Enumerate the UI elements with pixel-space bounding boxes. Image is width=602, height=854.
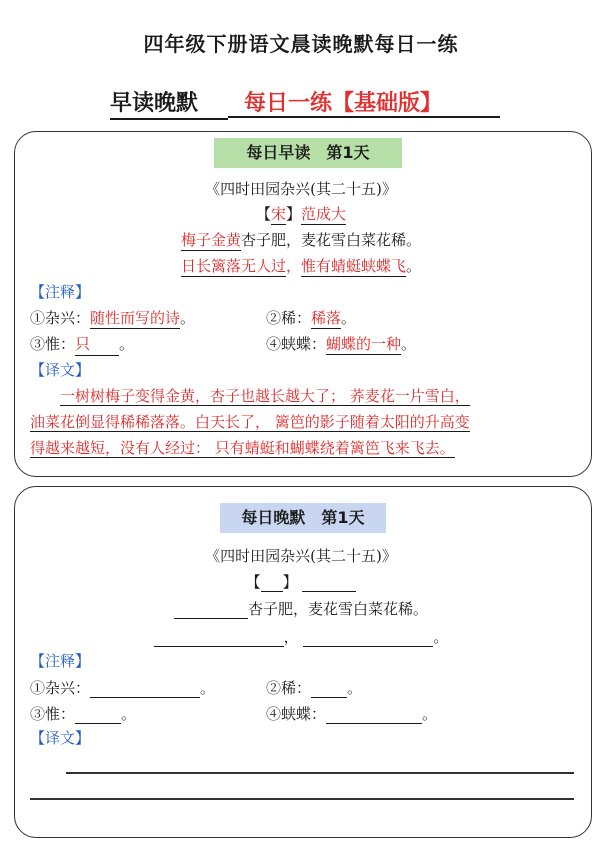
subtitle-right: 每日一练【基础版】 xyxy=(228,86,500,118)
evening-note-1 xyxy=(30,677,215,698)
line2-a: 日长篱落无人过 xyxy=(180,257,286,275)
morning-poem-title: 《四时田园杂兴(其二十五)》 xyxy=(205,180,397,198)
evening-translation-label: 【译文】 xyxy=(30,729,91,747)
note1-blank[interactable] xyxy=(90,681,200,698)
subtitle-left: 早读晚默 xyxy=(110,91,199,116)
evening-note-2 xyxy=(266,677,362,698)
morning-note-4 xyxy=(266,333,416,354)
translation-line-3-text: 得越来越短，没有人经过： 只有蜻蜓和蝴蝶绕着篱笆飞来飞去。 xyxy=(30,439,455,457)
line2-sep: ， xyxy=(283,628,299,646)
dynasty: 宋 xyxy=(270,205,286,223)
bracket-open: 【 xyxy=(255,205,271,223)
line2-end: 。 xyxy=(406,257,422,275)
note4-value: 蝴蝶的一种 xyxy=(326,335,402,353)
note4-end: 。 xyxy=(422,705,438,723)
line1-rest: 杏子肥，麦花雪白菜花稀。 xyxy=(241,231,422,249)
bracket-close: 】 xyxy=(282,573,298,591)
note3-blank[interactable] xyxy=(75,707,121,724)
note3-label: ③惟： xyxy=(30,335,76,353)
line1-rest: 杏子肥，麦花雪白菜花稀。 xyxy=(247,600,428,618)
note3-end: 。 xyxy=(119,335,135,353)
note2-label: ②稀： xyxy=(266,679,312,697)
page-title: 四年级下册语文晨读晚默每日一练 xyxy=(143,32,459,56)
evening-line-2 xyxy=(0,626,602,647)
note2-blank[interactable] xyxy=(311,681,347,698)
note1-label: ①杂兴： xyxy=(30,679,91,697)
note1-value: 随性而写的诗 xyxy=(90,309,181,327)
morning-note-2 xyxy=(266,307,356,328)
line2-sep: ， xyxy=(285,257,301,275)
note2-label: ②稀： xyxy=(266,309,312,327)
morning-translation-line-2 xyxy=(30,409,578,435)
evening-note-3 xyxy=(30,703,136,724)
translation-writing-line-1[interactable] xyxy=(66,772,574,774)
note2-value: 稀落 xyxy=(311,309,342,327)
morning-line-2 xyxy=(0,255,602,276)
line2-blank-a[interactable] xyxy=(154,630,284,647)
note4-label: ④蛱蝶： xyxy=(266,335,327,353)
morning-notes-label: 【注释】 xyxy=(30,283,91,301)
note1-end: 。 xyxy=(200,679,216,697)
evening-note-4 xyxy=(266,703,437,724)
morning-note-1 xyxy=(30,307,195,328)
evening-dynasty-author xyxy=(0,571,602,592)
note3-value: 只 xyxy=(75,333,119,356)
author-blank[interactable] xyxy=(302,575,356,592)
evening-notes-label: 【注释】 xyxy=(30,652,91,670)
note2-end: 。 xyxy=(341,309,357,327)
morning-translation-label: 【译文】 xyxy=(30,361,91,379)
note2-end: 。 xyxy=(347,679,363,697)
bracket-open: 【 xyxy=(245,573,261,591)
author: 范成大 xyxy=(301,205,347,223)
evening-poem-title: 《四时田园杂兴(其二十五)》 xyxy=(205,547,397,565)
morning-line-1 xyxy=(0,229,602,250)
morning-dynasty-author xyxy=(0,203,602,224)
subtitle-underline xyxy=(110,118,228,120)
dynasty-blank[interactable] xyxy=(261,575,283,592)
note4-label: ④蛱蝶： xyxy=(266,705,327,723)
note1-end: 。 xyxy=(180,309,196,327)
morning-translation-line-3 xyxy=(30,435,578,461)
morning-translation-line-1 xyxy=(30,383,578,409)
translation-writing-line-2[interactable] xyxy=(30,798,574,800)
note4-end: 。 xyxy=(401,335,417,353)
evening-dictation-panel xyxy=(14,486,592,838)
note4-blank[interactable] xyxy=(326,707,422,724)
evening-badge: 每日晚默 第1天 xyxy=(220,503,386,533)
morning-badge: 每日早读 第1天 xyxy=(214,138,402,168)
line2-blank-b[interactable] xyxy=(303,630,433,647)
translation-line-1-text: 一树树梅子变得金黄，杏子也越长越大了； 荞麦花一片雪白， xyxy=(60,387,470,405)
line2-end: 。 xyxy=(433,628,449,646)
evening-line-1 xyxy=(0,598,602,619)
morning-note-3 xyxy=(30,333,134,356)
line1-red: 梅子金黄 xyxy=(180,231,241,249)
note3-end: 。 xyxy=(121,705,137,723)
line2-b: 惟有蜻蜓蛱蝶飞 xyxy=(301,257,407,275)
line1-blank[interactable] xyxy=(174,602,248,619)
note1-label: ①杂兴： xyxy=(30,309,91,327)
note3-label: ③惟： xyxy=(30,705,76,723)
translation-line-2-text: 油菜花倒显得稀稀落落。白天长了， 篱笆的影子随着太阳的升高变 xyxy=(30,413,470,431)
bracket-close: 】 xyxy=(286,205,302,223)
